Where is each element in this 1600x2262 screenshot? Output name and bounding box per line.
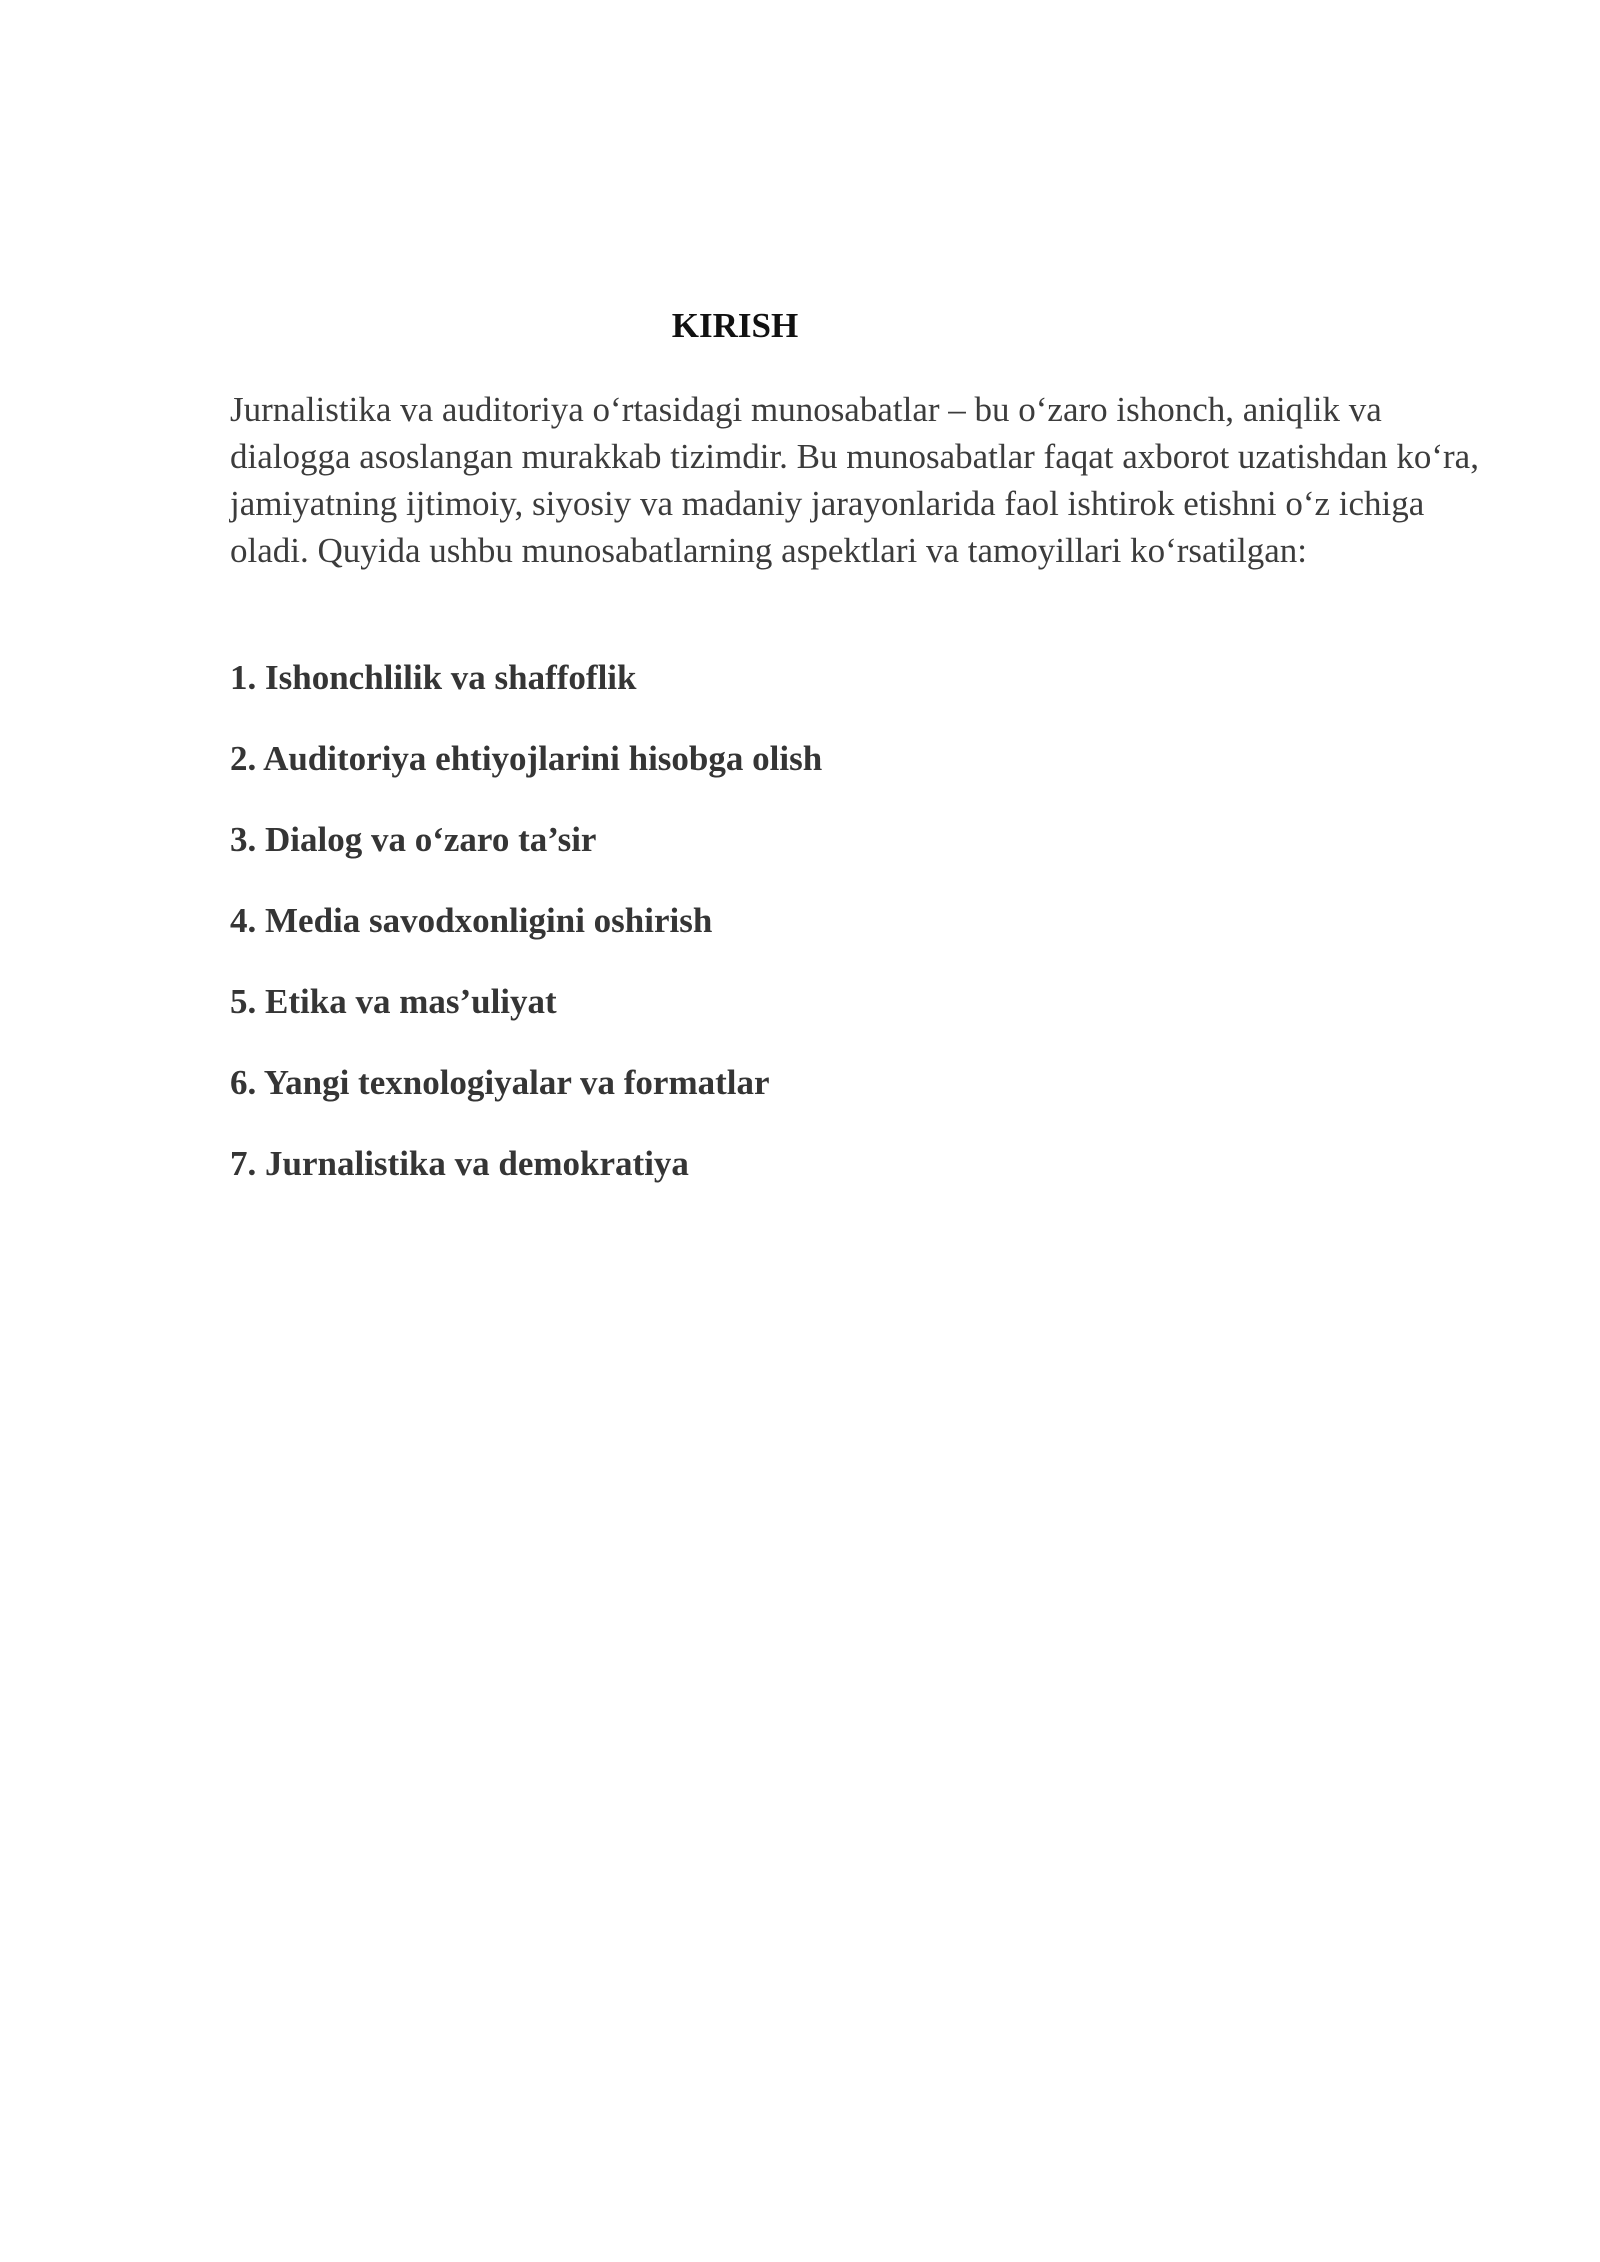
list-item: 2. Auditoriya ehtiyojlarini hisobga olish [230, 739, 823, 778]
list-item: 3. Dialog va o‘zaro ta’sir [230, 820, 597, 859]
list-item: 4. Media savodxonligini oshirish [230, 901, 713, 940]
list-item: 7. Jurnalistika va demokratiya [230, 1144, 689, 1183]
list-item: 5. Etika va mas’uliyat [230, 982, 557, 1021]
list-item: 1. Ishonchlilik va shaffoflik [230, 658, 637, 697]
list-item: 6. Yangi texnologiyalar va formatlar [230, 1063, 770, 1102]
page-title: KIRISH [671, 306, 799, 345]
intro-paragraph: Jurnalistika va auditoriya o‘rtasidagi munosabatlar – bu o‘zaro ishonch, aniqlik va dialogga asoslangan murakkab tizimdir. Bu munosabatlar faqat axborot uzatishdan ko‘ra, jamiyatning ijtimoiy, siyosiy va madaniy jarayonlarida faol ishtirok etishni o‘z ichiga oladi. Quyida ushbu munosabatlarning aspektlari va tamoyillari ko‘rsatilgan: [230, 390, 1479, 570]
aspects-list [230, 656, 1490, 1223]
